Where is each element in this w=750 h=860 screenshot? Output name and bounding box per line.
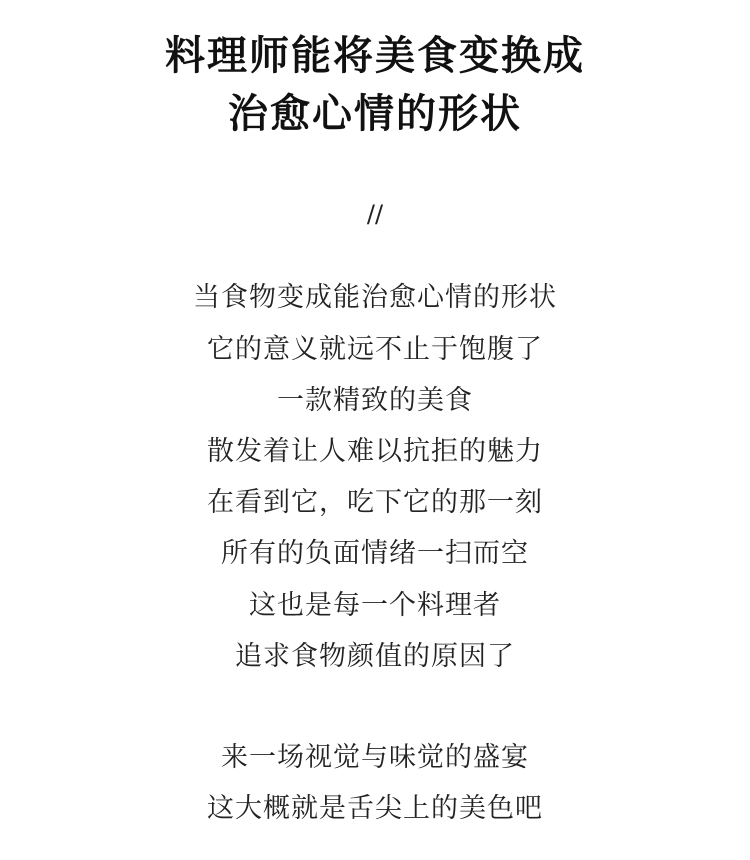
poem-line: 这也是每一个料理者 xyxy=(249,590,501,621)
poem-line: 来一场视觉与味觉的盛宴 xyxy=(221,742,529,773)
poem-line: 当食物变成能治愈心情的形状 xyxy=(193,282,557,313)
poem-line: 所有的负面情绪一扫而空 xyxy=(221,538,529,569)
poem-line: 追求食物颜值的原因了 xyxy=(235,641,515,672)
poem-line: 它的意义就远不止于饱腹了 xyxy=(207,334,543,365)
poem-line: 一款精致的美食 xyxy=(277,385,473,416)
title-line-2: 治愈心情的形状 xyxy=(228,91,522,137)
title-line-1: 料理师能将美食变换成 xyxy=(165,33,585,79)
section-divider: // xyxy=(366,200,384,228)
poem-line: 这大概就是舌尖上的美色吧 xyxy=(207,793,543,824)
poem-line: 在看到它，吃下它的那一刻 xyxy=(207,487,543,518)
poem-line: 散发着让人难以抗拒的魅力 xyxy=(207,436,543,467)
